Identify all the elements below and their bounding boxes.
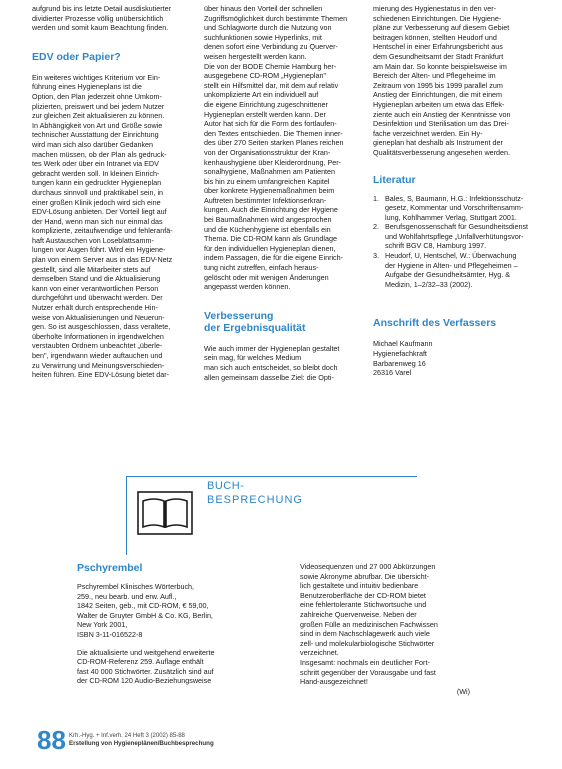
text-line: fast 40 000 Stichwörter. Zusätzlich sind auf xyxy=(77,666,214,676)
text-line: kenhaushygiene über Kleiderordnung, Per- xyxy=(204,157,342,167)
text-line: gieneplan hat deshalb als Instrument der xyxy=(373,138,503,148)
text-line: Nutzer erhält durch entsprechende Hin- xyxy=(32,303,158,313)
review-heading: Pschyrembel xyxy=(77,562,143,574)
text-line: über hinaus den Vorteil der schnellen xyxy=(204,4,323,13)
page-number: 88 xyxy=(37,725,66,755)
text-line: führung eines Hygieneplans ist die xyxy=(32,82,142,92)
text-line: kungen. Auch die Einrichtung der Hygiene xyxy=(204,205,338,215)
text-line: Zeitraum von 1995 bis 1999 parallel zum xyxy=(373,80,503,90)
literature-heading: Literatur xyxy=(373,173,416,186)
text-line: schritt gegenüber der Vorausgabe und fast xyxy=(300,667,436,677)
text-line: technischer Ausstattung der Einrichtung xyxy=(32,130,159,140)
text-line: gestellt, sind alle Mitarbeiter stets auf xyxy=(32,264,151,274)
text-line: wird man sich also darüber Gedanken xyxy=(32,139,154,149)
column-3 xyxy=(373,4,533,378)
literature-line: der Hygiene in Alten- und Pflegeheimen – xyxy=(385,260,518,270)
text-line: bis hin zu einem umfangreichen Kapitel xyxy=(204,176,330,186)
text-line: zell- und molekularbiologische Stichwörter xyxy=(300,638,435,648)
text-line: die eigene Einrichtung zugeschnittener xyxy=(204,99,328,109)
text-line: Walter de Gruyter GmbH & Co. KG, Berlin, xyxy=(77,610,213,620)
text-line: gebracht werden soll. In kleinen Einrich- xyxy=(32,168,160,178)
text-line: durchgeführt und überwacht werden. Der xyxy=(32,293,163,303)
review-column-2 xyxy=(300,562,470,696)
text-line: zu Verwirrung und Meinungsverschieden- xyxy=(32,360,165,370)
text-line: dem Gesundheitsamt der Stadt Frankfurt xyxy=(373,51,504,61)
text-line: stellt ein Hilfsmittel dar, mit dem auf relativ xyxy=(204,80,339,90)
text-line: für den individuellen Hygieneplan dienen, xyxy=(204,243,336,253)
literature-item xyxy=(373,194,533,223)
column-1-top-text xyxy=(32,4,186,33)
text-line: aufgrund bis ins letzte Detail ausdiskutierter xyxy=(32,4,172,13)
text-line: des über 270 Seiten starken Planes reichen xyxy=(204,138,344,148)
heading-line-1: Verbesserung xyxy=(204,309,274,322)
text-line: und Schlagworte durch die Nutzung von xyxy=(204,23,332,33)
literature-line: gesetz, Kommentar und Vorschriftensamm- xyxy=(385,203,524,213)
text-line: sonalhygiene, Maßnahmen am Patienten xyxy=(204,167,336,177)
literature-number: 3. xyxy=(373,251,379,261)
review-text-1 xyxy=(77,648,282,686)
text-line: am Main dar. So konnte beispielsweise im xyxy=(373,61,507,71)
text-line: haft Austauschen von Loseblattsamm- xyxy=(32,235,154,245)
text-line: plizierten, preiswert und bei jedem Nutzer xyxy=(32,101,165,111)
text-line: lich gestaltete und intuitiv bedienbare xyxy=(300,581,419,591)
text-line: weise von Aktualisierungen und Neuerun- xyxy=(32,312,165,322)
text-line: sein mag, für welches Medium xyxy=(204,353,302,363)
text-line: einer großen Klinik jedoch wird sich eine xyxy=(32,197,161,207)
text-line: großen Fülle an medizinischen Fachwissen xyxy=(300,619,438,629)
text-line: verzeichnet. xyxy=(300,648,339,658)
text-line: komplizierte, zeitaufwendige und fehleranfä- xyxy=(32,226,173,236)
text-line: unkomplizierte Art ein individuell auf xyxy=(204,90,319,100)
text-line: pläne zur Verbesserung auf diesem Gebiet xyxy=(373,23,510,33)
text-line: bei Baumaßnahmen wird angesprochen xyxy=(204,215,332,225)
review-signature: (Wi) xyxy=(456,686,470,696)
review-column-1 xyxy=(77,562,282,686)
text-line: suchfunktionen sowie Hyperlinks, mit xyxy=(204,32,322,42)
book-review-box xyxy=(126,476,417,555)
literature-line: schrift BGV C8, Hamburg 1997. xyxy=(385,241,487,251)
text-line: man sich auch entscheidet, so bleibt doch xyxy=(204,363,338,372)
text-line: Hygieneplan arbeiten um etwa das Effek- xyxy=(373,99,505,109)
text-line: heiten führen. Eine EDV-Lösung bietet dar- xyxy=(32,370,170,380)
footer-title: Erstellung von Hygieneplänen/Buchbesprechung xyxy=(69,740,214,747)
text-line: angepasst werden können. xyxy=(204,282,291,292)
literature-line: Aufgabe der Gesundheitsämter, Hyg. & xyxy=(385,270,511,280)
text-line: kann von einer verantwortlichen Person xyxy=(32,283,159,293)
text-line: demselben Stand und die Aktualisierung xyxy=(32,274,161,284)
literature-line: Medizin, 1–2/32–33 (2002). xyxy=(385,279,473,289)
literature-list xyxy=(373,194,533,290)
column-2-body xyxy=(204,4,361,292)
text-line: In Abhängigkeit von Art und Größe sowie xyxy=(32,120,163,130)
text-line: Benutzeroberfläche der CD-ROM bietet xyxy=(300,590,426,600)
text-line: denen sofort eine Verbindung zu Querver- xyxy=(204,42,338,52)
text-line: gen. So ist ausgeschlossen, dass veraltete, xyxy=(32,322,171,332)
text-line: Hentschel in einer Erfahrungsbericht aus xyxy=(373,42,503,52)
text-line: den Textes entschieden. Die Themen inner- xyxy=(204,128,343,138)
text-line: Hygienefachkraft xyxy=(373,349,427,359)
text-line: Zugriffsmöglichkeit durch bestimmte Themen xyxy=(204,13,348,23)
text-line: ben", irgendwann wieder auftauchen und xyxy=(32,351,163,360)
literature-number: 2. xyxy=(373,222,379,232)
text-line: von der Organisationsstruktur der Kran- xyxy=(204,147,331,157)
review-title-line-2: BESPRECHUNG xyxy=(207,494,303,506)
text-line: machen müssen, ob der Plan als gedruck- xyxy=(32,149,167,159)
text-line: sowie Akronyme abrufbar. Die übersicht- xyxy=(300,571,430,581)
literature-item xyxy=(373,251,533,289)
address-heading: Anschrift des Verfassers xyxy=(373,317,497,330)
section-heading-edv: EDV oder Papier? xyxy=(32,50,121,63)
text-line: Wie auch immer der Hygieneplan gestaltet xyxy=(204,343,340,353)
text-line: zahlreiche Querverweise. Neben der xyxy=(300,609,417,619)
text-line: Michael Kaufmann xyxy=(373,339,433,349)
text-line: Videosequenzen und 27 000 Abkürzungen xyxy=(300,562,436,571)
text-line: EDV-Lösung anbieten. Der Vorteil liegt auf xyxy=(32,207,167,217)
section-heading-verbesserung xyxy=(204,310,361,334)
review-title-line-1: BUCH- xyxy=(207,480,245,492)
text-line: allen gemeinsam dasselbe Ziel: die Opti- xyxy=(204,372,334,382)
text-line: plan von einem Server aus in das EDV-Netz xyxy=(32,255,173,265)
text-line: Option, den Plan jederzeit ohne Umkom- xyxy=(32,91,162,101)
text-line: dividierter Prozesse völlig unübersichtlich xyxy=(32,13,164,23)
text-line: durchaus sinnvoll und praktikabel sein, in xyxy=(32,187,164,197)
text-line: CD-ROM-Referenz 259. Auflage enthält xyxy=(77,657,204,667)
literature-item xyxy=(373,222,533,251)
text-line: New York 2001, xyxy=(77,620,128,630)
column-1 xyxy=(32,4,186,380)
text-line: Ein weiteres wichtiges Kriterium vor Ein- xyxy=(32,72,161,82)
column-2 xyxy=(204,4,361,382)
text-line: Anstieg der Einrichtungen, die mit einem xyxy=(373,90,503,100)
text-line: Insgesamt: nochmals ein deutlicher Fort- xyxy=(300,657,430,667)
literature-line: und Wohlfahrtspflege „Unfallverhütungsvor- xyxy=(385,231,524,241)
literature-number: 1. xyxy=(373,193,379,203)
text-line: über konkrete Hygienemaßnahmen beim xyxy=(204,186,335,196)
text-line: Pschyrembel Klinisches Wörterbuch, xyxy=(77,582,195,591)
text-line: Bereich der Alten- und Pflegeheime im xyxy=(373,71,496,81)
text-line: Auftreten bestimmter Infektionserkran- xyxy=(204,195,327,205)
author-address xyxy=(373,339,533,377)
text-line: Die aktualisierte und weitgehend erweiterte xyxy=(77,647,215,657)
text-line: gelöscht oder mit wenigen Änderungen xyxy=(204,272,329,282)
text-line: sind in dem Nachschlagewerk auch viele xyxy=(300,629,430,639)
text-line: lungen vor Augen führt. Wird ein Hygiene- xyxy=(32,245,166,255)
text-line: ausgegebene CD-ROM „Hygieneplan" xyxy=(204,71,327,81)
text-line: Hygieneplan erstellt werden kann. Der xyxy=(204,109,326,119)
text-line: 259., neu bearb. und erw. Aufl., xyxy=(77,591,177,601)
text-line: zur gleichen Zeit aktualisieren zu können. xyxy=(32,111,165,121)
text-line: der CD-ROM 120 Audio-Beziehungsweise xyxy=(77,676,212,686)
text-line: und die Küchenhygiene ist ebenfalls ein xyxy=(204,224,331,234)
review-text-2 xyxy=(300,562,470,687)
literature-line: Heudorf, U, Hentschel, W.: Überwachung xyxy=(385,251,517,261)
footer-citation: Krh.-Hyg. + Inf.verh. 24 Heft 3 (2002) 85-88 xyxy=(69,733,185,739)
text-line: 1842 Seiten, geb., mit CD-ROM, € 59,00, xyxy=(77,601,209,611)
text-line: weisen hergestellt werden kann. xyxy=(204,51,307,61)
review-bibliography xyxy=(77,582,282,640)
text-line: schiedenen Einrichtungen. Die Hygiene- xyxy=(373,13,502,23)
text-line: 26316 Varel xyxy=(373,368,412,378)
text-line: ziente auch ein Anstieg der Kenntnisse von xyxy=(373,109,511,119)
text-line: mierung des Hygienestatus in den ver- xyxy=(373,4,497,13)
text-line: Thema. Die CD-ROM kann als Grundlage xyxy=(204,234,338,244)
column-2-body-2 xyxy=(204,344,361,382)
literature-line: Berufsgenossenschaft für Gesundheitsdienst xyxy=(385,222,529,232)
text-line: der Hand, wenn man sich nur einmal das xyxy=(32,216,163,226)
text-line: Qualitätsverbesserung angesehen werden. xyxy=(373,147,511,157)
column-3-body xyxy=(373,4,533,158)
text-line: indem Passagen, die für die eigene Einrich- xyxy=(204,253,344,263)
text-line: überholte Informationen in irgendwelchen xyxy=(32,331,164,341)
text-line: Autor hat sich für die Form des fortlaufen- xyxy=(204,119,337,129)
text-line: tes Werk oder über ein Intranet via EDV xyxy=(32,159,159,169)
text-line: eine fehlertolerante Stichwortsuche und xyxy=(300,600,427,610)
literature-line: Bales, S, Baumann, H.G.: Infektionsschutz- xyxy=(385,193,524,203)
text-line: Die von der BODE Chemie Hamburg her- xyxy=(204,61,337,71)
text-line: tungen kann ein gedruckter Hygieneplan xyxy=(32,178,162,188)
open-book-icon xyxy=(137,491,193,535)
book-review-title xyxy=(207,479,303,507)
text-line: werden und somit kaum Beachtung finden. xyxy=(32,23,169,33)
text-line: verstaubten Ordnern unbeachtet „überle- xyxy=(32,341,163,351)
text-line: ISBN 3-11-016522-8 xyxy=(77,629,143,639)
text-line: Desinfektion und Sterilisation um das Drei- xyxy=(373,119,509,129)
heading-line-2: der Ergebnisqualität xyxy=(204,321,306,334)
text-line: tung nicht zutreffen, einfach heraus- xyxy=(204,263,319,273)
text-line: Hand-ausgezeichnet! xyxy=(300,677,368,687)
literature-line: lung, Kohlhammer Verlag, Stuttgart 2001. xyxy=(385,212,517,222)
column-1-body xyxy=(32,73,186,380)
text-line: beitragen können, stellten Heudorf und xyxy=(373,32,497,42)
text-line: fache verzeichnet werden. Ein Hy- xyxy=(373,128,483,138)
text-line: Barbarenweg 16 xyxy=(373,358,426,368)
